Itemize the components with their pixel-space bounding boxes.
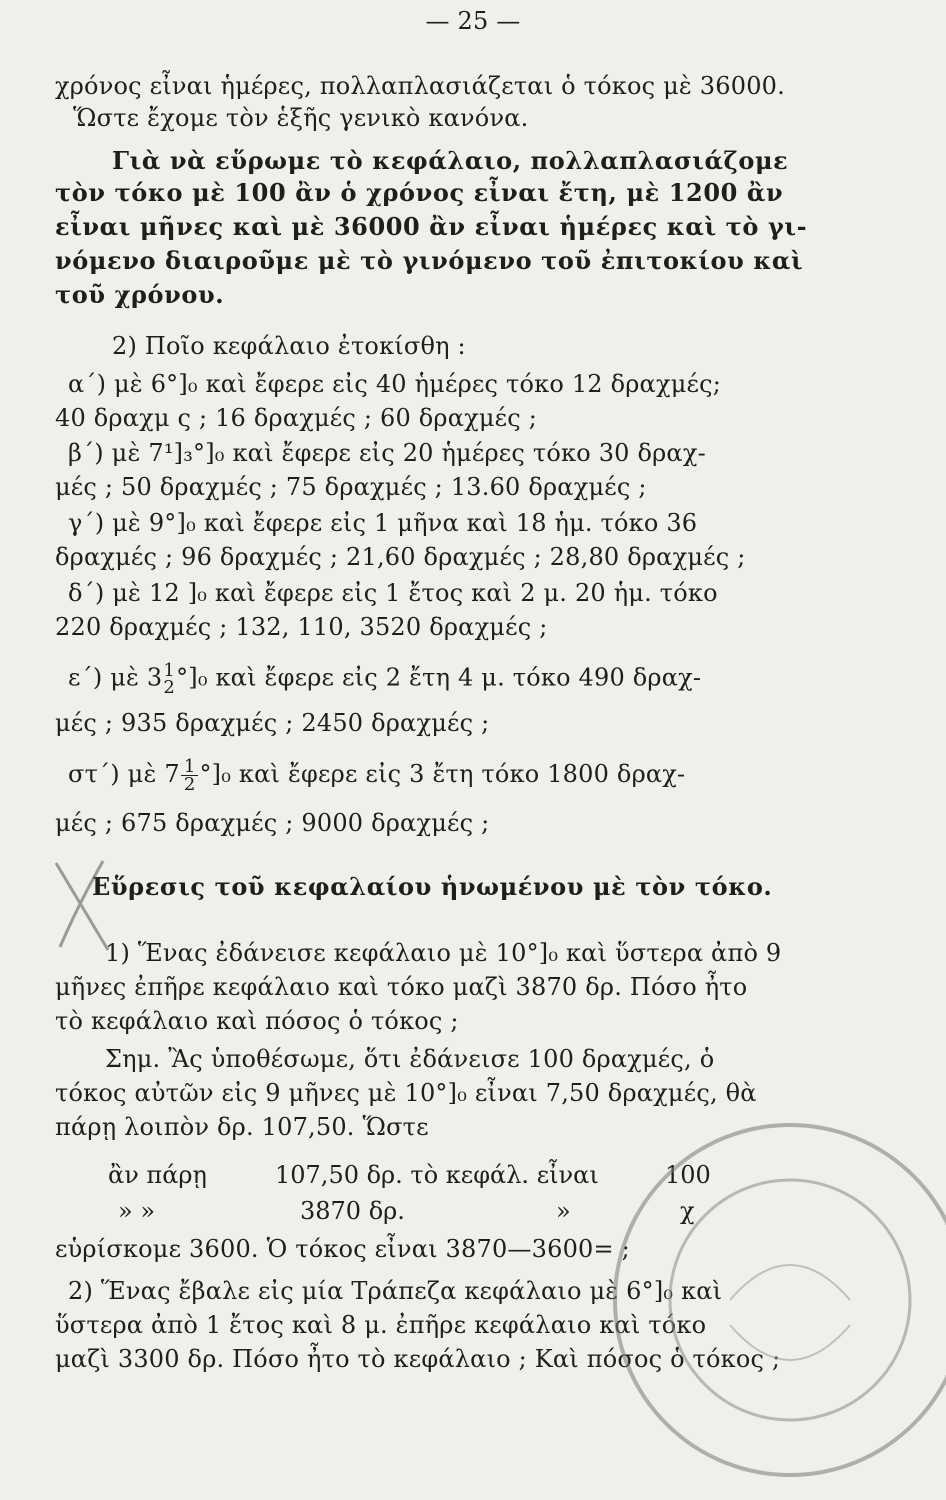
section-heading: Εὕρεσις τοῦ κεφαλαίου ἡνωμένου μὲ τὸν τόκο.	[92, 872, 773, 901]
exercise-2e-tail: °]₀ καὶ ἔφερε εἰς 2 ἔτη 4 μ. τόκο 490 δραχ-	[176, 663, 702, 692]
rule-line-3: εἶναι μῆνες καὶ μὲ 36000 ἂν εἶναι ἡμέρες καὶ τὸ γι-	[55, 212, 808, 241]
proportion-row1-col1: ἂν πάρῃ	[108, 1161, 207, 1189]
rule-line-4: νόμενο διαιροῦμε μὲ τὸ γινόμενο τοῦ ἐπιτοκίου καὶ	[55, 246, 804, 275]
problem-1-line-1: 1) Ἕνας ἐδάνεισε κεφάλαιο μὲ 10°]₀ καὶ ὕστερα ἀπὸ 9	[105, 939, 782, 967]
exercise-2b-line-1: β΄) μὲ 7¹]₃°]₀ καὶ ἔφερε εἰς 20 ἡμέρες τόκο 30 δραχ-	[68, 439, 706, 467]
text-line-1: χρόνος εἶναι ἡμέρες, πολλαπλασιάζεται ὁ τόκος μὲ 36000.	[55, 72, 785, 100]
note-line-1: Σημ. Ἂς ὑποθέσωμε, ὅτι ἐδάνεισε 100 δραχμές, ὁ	[105, 1045, 715, 1073]
exercise-2d-line-1: δ΄) μὲ 12 ]₀ καὶ ἔφερε εἰς 1 ἔτος καὶ 2 μ. 20 ἡμ. τόκο	[68, 579, 718, 607]
exercise-2c-line-2: δραχμές ; 96 δραχμές ; 21,60 δραχμές ; 28,80 δραχμές ;	[55, 543, 746, 571]
page-number: — 25 —	[425, 7, 521, 35]
exercise-2st-line-2: μές ; 675 δραχμές ; 9000 δραχμές ;	[55, 809, 490, 837]
problem-1-line-3: τὸ κεφάλαιο καὶ πόσος ὁ τόκος ;	[55, 1007, 459, 1035]
exercise-2d-line-2: 220 δραχμές ; 132, 110, 3520 δραχμές ;	[55, 613, 548, 641]
result-line: εὑρίσκομε 3600. Ὁ τόκος εἶναι 3870—3600= ;	[55, 1235, 630, 1263]
proportion-row2-col4: χ	[680, 1197, 695, 1225]
exercise-2a-line-2: 40 δραχμ ς ; 16 δραχμές ; 60 δραχμές ;	[55, 404, 538, 432]
problem-1-line-2: μῆνες ἐπῆρε κεφάλαιο καὶ τόκο μαζὶ 3870 δρ. Πόσο ἦτο	[55, 973, 748, 1001]
exercise-2e-line-2: μές ; 935 δραχμές ; 2450 δραχμές ;	[55, 709, 490, 737]
exercise-2c-line-1: γ΄) μὲ 9°]₀ καὶ ἔφερε εἰς 1 μῆνα καὶ 18 ἡμ. τόκο 36	[68, 509, 698, 537]
proportion-row2-col1: » »	[118, 1197, 155, 1225]
proportion-row1-col3: 100	[665, 1161, 711, 1189]
fraction-one-half: $\frac{1}{2}$	[181, 758, 199, 793]
note-line-3: πάρῃ λοιπὸν δρ. 107,50. Ὥστε	[55, 1113, 429, 1141]
rule-line-5: τοῦ χρόνου.	[55, 280, 225, 309]
problem-2-line-3: μαζὶ 3300 δρ. Πόσο ἦτο τὸ κεφάλαιο ; Καὶ πόσος ὁ τόκος ;	[55, 1345, 781, 1373]
exercise-2-title: 2) Ποῖο κεφάλαιο ἐτοκίσθη :	[112, 332, 466, 360]
exercise-2e-lead: ε΄) μὲ 3	[68, 663, 163, 692]
exercise-2st-line-1	[68, 758, 685, 793]
proportion-row2-col3: »	[556, 1197, 571, 1225]
fraction-one-half: 1 2	[163, 660, 176, 698]
note-line-2: τόκος αὐτῶν εἰς 9 μῆνες μὲ 10°]₀ εἶναι 7,50 δραχμές, θὰ	[55, 1079, 757, 1107]
exercise-2b-line-2: μές ; 50 δραχμές ; 75 δραχμές ; 13.60 δραχμές ;	[55, 473, 647, 501]
exercise-2st-lead: στ΄) μὲ 7	[68, 760, 180, 788]
proportion-row1-col2: 107,50 δρ. τὸ κεφάλ. εἶναι	[275, 1161, 599, 1189]
proportion-row2-col2: 3870 δρ.	[300, 1197, 405, 1225]
rule-line-1: Γιὰ νὰ εὕρωμε τὸ κεφάλαιο, πολλαπλασιάζομε	[112, 146, 789, 175]
problem-2-line-2: ὕστερα ἀπὸ 1 ἔτος καὶ 8 μ. ἐπῆρε κεφάλαιο καὶ τόκο	[55, 1311, 707, 1339]
exercise-2st-tail: °]₀ καὶ ἔφερε εἰς 3 ἔτη τόκο 1800 δραχ-	[199, 760, 686, 788]
rule-line-2: τὸν τόκο μὲ 100 ἂν ὁ χρόνος εἶναι ἔτη, μὲ 1200 ἂν	[55, 178, 784, 207]
text-line-2: Ὥστε ἔχομε τὸν ἑξῆς γενικὸ κανόνα.	[73, 104, 529, 132]
exercise-2a-line-1: α΄) μὲ 6°]₀ καὶ ἔφερε εἰς 40 ἡμέρες τόκο 12 δραχμές;	[68, 370, 722, 398]
problem-2-line-1: 2) Ἕνας ἔβαλε εἰς μία Τράπεζα κεφάλαιο μὲ 6°]₀ καὶ	[68, 1277, 723, 1305]
exercise-2e-line-1	[68, 662, 701, 696]
